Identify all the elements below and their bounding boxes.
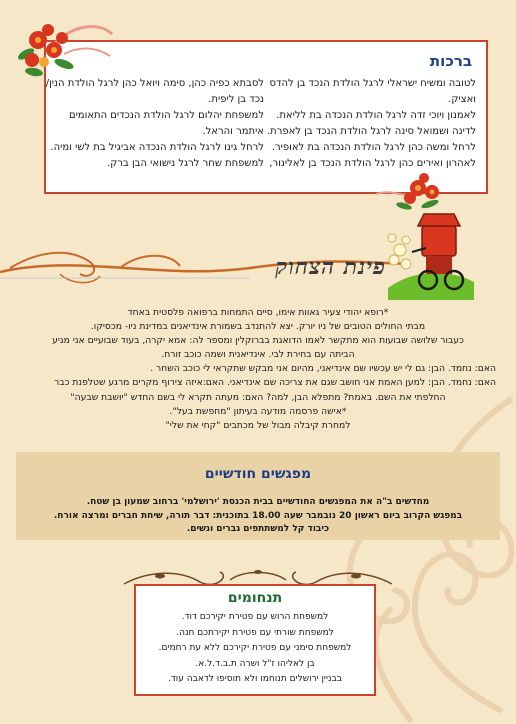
popcorn-cart-icon xyxy=(382,208,478,300)
humor-line: *אישה פרסמה מודעה בעיתון "מחפשת בעל". xyxy=(169,405,347,417)
meetings-box xyxy=(16,452,500,540)
condolences-line: למשפחת הרוש עם פטירת יקירכם דוד. xyxy=(181,612,329,622)
greetings-right-column xyxy=(266,76,476,172)
greeting-line: לרחל גינו לרגל הולדת הנכדה אביגיל בת לשי ומיה. xyxy=(50,142,264,153)
greeting-line: למשפחת יהלום לרגל הולדת הנכדים התאומים xyxy=(68,110,264,121)
greeting-line: נכד בן ליפית. xyxy=(208,94,264,105)
greeting-line: לאמנון ויוכי זדה לרגל הולדת הנכדה בת לליאת. xyxy=(276,110,476,121)
humor-line: למחרת קיבלה מבול של מכתבים "קחי את שלי" xyxy=(165,419,351,431)
greeting-line: לטובה ומשיח ישראלי לרגל הולדת הנכד בן להדס xyxy=(269,78,476,89)
greeting-line: לאהרון ואירים כהן לרגל הולדת הנכד בן לאלינור, xyxy=(269,158,476,169)
humor-line: האם: נחמד. הבן: גם לי יש עכשיו שם אינדיאני, מהיום אני מבקש שתקראי לי כוכב השחר . xyxy=(150,363,496,375)
meetings-line: כיבוד קל למשתתפים גברים ונשים. xyxy=(186,524,330,534)
flower-bouquet-icon xyxy=(14,14,114,80)
humor-title: פינת הצחוק xyxy=(275,254,386,280)
greetings-title: ברכות xyxy=(429,52,472,70)
condolences-line: למשפחת סימני עם פטירת יקירכם ללא עת רחמים. xyxy=(158,643,352,653)
humor-line: מבתי החולים הטובים של ניו יורק. יצא להתנדב בשמורת אינדיאנים במדינת ניו- מכסיקו. xyxy=(90,321,426,333)
humor-line: *רופא יהודי צעיר גאוות אימו, סיים התמחות ברפואה פלסטית באחד xyxy=(127,307,389,318)
condolences-box xyxy=(134,584,376,696)
greeting-line: לסבתא כפיה כהן, סימה ויואל כהן לרגל הולדת הנין/ xyxy=(45,78,264,89)
humor-line: האם: נחמד. הבן: למען האמת אני חושב שגם את צריכה שם אינדיאני. האם:איזה צירוף מקרים מרגע שטלפנת כבר xyxy=(54,377,496,389)
humor-body xyxy=(20,306,496,433)
greeting-line: לרחל ומשה כהן לרגל הולדת הנכדה בת לאופיר. xyxy=(271,142,476,153)
condolences-line: למשפחת שורתי עם פטירת יקירתכם חנה. xyxy=(176,627,334,638)
greeting-line: למשפחת שחר לרגל נישואי הבן ברק. xyxy=(107,158,264,169)
greetings-left-column xyxy=(45,76,264,172)
condolences-body xyxy=(140,610,370,688)
condolences-line: בבניין ירושלים תנוחמו ולא תוסיפו לדאבה עוד. xyxy=(168,674,342,684)
humor-line: כעבור שלושה שבועות הוא מתקשר לאמו הדואגת בברוקלין ומספר לה: אמא יקרה, בעוד שבועיים אני מגיע xyxy=(52,335,464,347)
humor-line: הביתה עם בחירת לבי. אינדיאנית ושמה כוכב זורח. xyxy=(161,349,355,361)
meetings-line: במפגש הקרוב ביום ראשון 20 נובמבר שעה 18.00 בתוכנית: דבר תורה, שיחת חברים ומרצה אורח. xyxy=(53,510,463,521)
meetings-body xyxy=(22,496,494,537)
greeting-line: איתמר והראל. xyxy=(202,126,264,137)
condolences-title: תנחומים xyxy=(227,590,283,606)
greeting-line: לדינה ושמואל סינה לרגל הולדת הנכד בן לאפרת. xyxy=(266,126,476,137)
meetings-line: מחדשים ב"ה את המפגשים החודשיים בבית הכנסת 'ירושלמי' ברחוב שמעון בן שטח. xyxy=(86,497,430,507)
humor-line: החלפתי את השם. באמת? מתפלא הבן, למה? האם: מעתה תקרא לי בשם החדש "יושבת שבעה" xyxy=(70,391,446,403)
meetings-title: מפגשים חודשיים xyxy=(204,466,312,482)
condolences-line: בן לאליהו ז"ל ושרה ת.ב.ד.ל.א. xyxy=(195,658,315,669)
greeting-line: ואציק. xyxy=(448,94,476,105)
